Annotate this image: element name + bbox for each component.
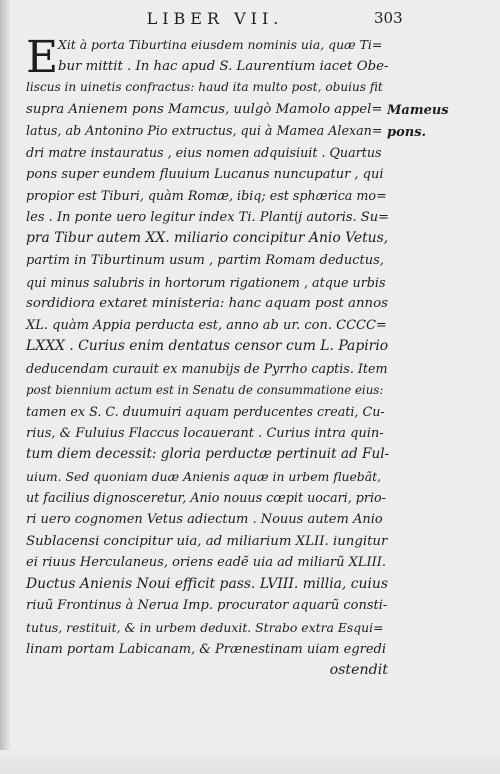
page-header	[0, 8, 500, 30]
text-line: tum diem decessit: gloria perductæ pertinuit ad Ful-	[26, 446, 390, 463]
text-line: latus, ab Antonino Pio extructus, qui à Mamea Alexan=	[26, 123, 383, 139]
text-line: uium. Sed quoniam duæ Anienis aquæ in urbem fluebãt,	[26, 468, 382, 484]
text-line: bur mittit . In hac apud S. Laurentium iacet Obe-	[58, 58, 389, 74]
text-line: liscus in uinetis confractus: haud ita multo post, obuius fit	[26, 80, 383, 95]
text-line: les . In ponte uero legitur index Ti. Plantij autoris. Su=	[26, 209, 389, 225]
text-line: supra Anienem pons Mamcus, uulgò Mamolo appel=	[26, 101, 383, 117]
text-line: tamen ex S. C. duumuiri aquam perducentes creati, Cu-	[26, 404, 385, 420]
text-line: LXXX . Curius enim dentatus censor cum L. Papirio	[26, 338, 389, 355]
text-line: qui minus salubris in hortorum rigationem , atque urbis	[26, 274, 386, 290]
text-line: XL. quàm Appia perducta est, anno ab ur. con. CCCC=	[26, 317, 387, 333]
text-line: ut facilius dignosceretur, Anio nouus cœpit uocari, prio-	[26, 490, 386, 506]
marginal-note: pons.	[387, 125, 427, 140]
text-line: dri matre instauratus , eius nomen adquisiuit . Quartus	[26, 144, 382, 160]
text-line: Xit à porta Tiburtina eiusdem nominis uia, quæ Ti=	[58, 37, 383, 52]
page-number: 303	[374, 9, 403, 27]
drop-cap: E	[26, 32, 59, 83]
text-line: Ductus Anienis Noui efficit pass. LVIII. millia, cuius	[26, 575, 389, 592]
text-line: partim in Tiburtinum usum , partim Romam deductus,	[26, 252, 384, 268]
text-line: pra Tibur autem XX. miliario concipitur Anio Vetus,	[26, 230, 389, 247]
running-head: LIBER VII.	[146, 9, 284, 28]
page-gutter-shadow	[0, 0, 10, 774]
text-line: ei riuus Herculaneus, oriens eadẽ uia ad miliarũ XLIII.	[26, 555, 387, 571]
text-line: propior est Tiburi, quàm Romæ, ibiq; est sphærica mo=	[26, 188, 387, 204]
marginal-note: Mameus	[387, 103, 449, 118]
text-line: Sublacensi concipitur uia, ad miliarium XLII. iungitur	[26, 533, 388, 549]
text-line: post biennium actum est in Senatu de consummatione eius:	[26, 382, 384, 397]
text-line: ri uero cognomen Vetus adiectum . Nouus autem Anio	[26, 512, 383, 528]
text-line: linam portam Labicanam, & Prænestinam uiam egredi	[26, 641, 387, 657]
text-line: sordidiora extaret ministeria: hanc aquam post annos	[26, 296, 388, 312]
catchword: ostendit	[329, 662, 388, 679]
text-line: pons super eundem fluuium Lucanus nuncupatur , qui	[26, 166, 384, 182]
body-text	[26, 34, 388, 682]
text-line: riuũ Frontinus à Nerua Imp. procurator aquarũ consti-	[26, 598, 388, 614]
page-bottom-margin	[0, 750, 500, 774]
text-line: tutus, restituit, & in urbem deduxit. Strabo extra Esqui=	[26, 620, 384, 636]
text-line: deducendam curauit ex manubijs de Pyrrho captis. Item	[26, 360, 388, 376]
text-line: rius, & Fuluius Flaccus locauerant . Curius intra quin-	[26, 425, 384, 441]
